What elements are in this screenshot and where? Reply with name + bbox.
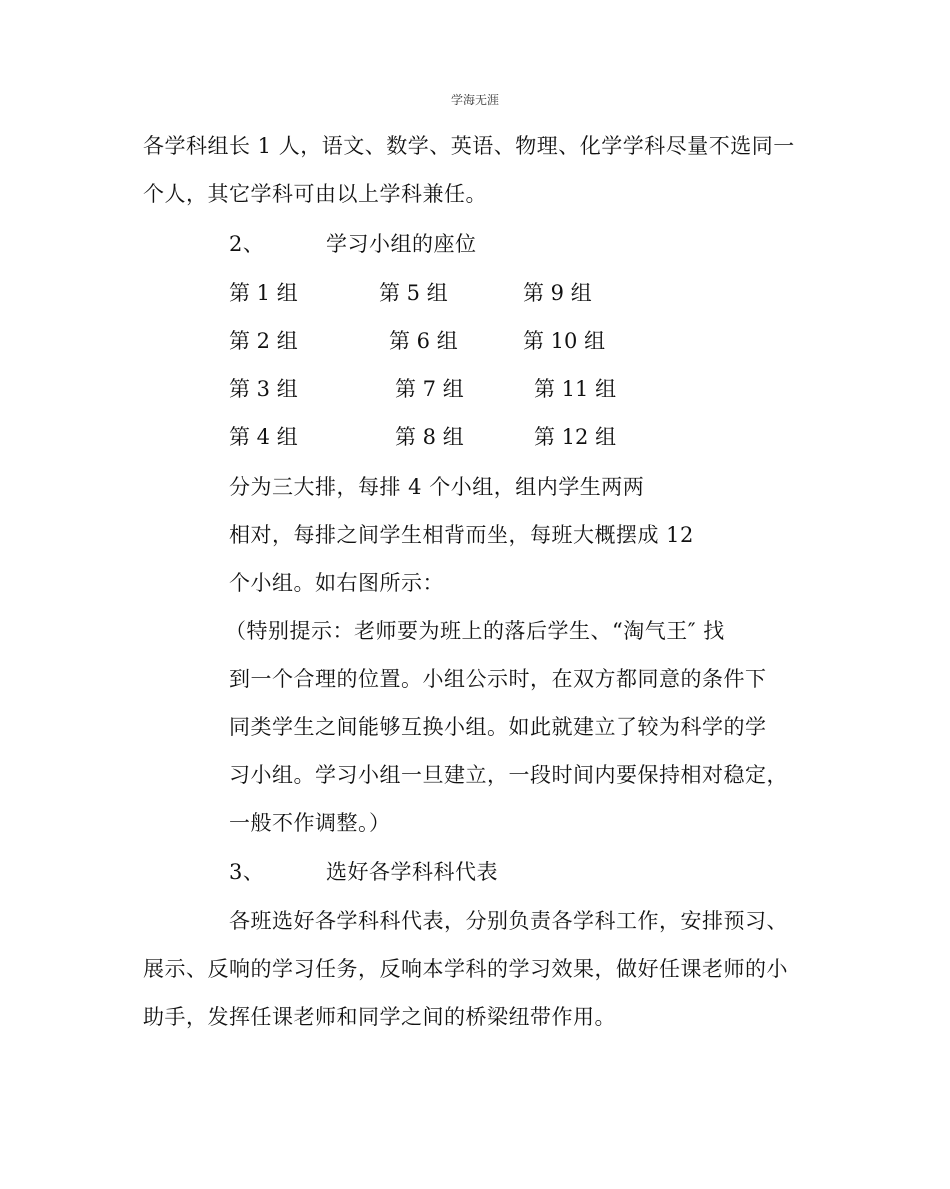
- description-line: 分为三大排，每排 4 个小组，组内学生两两: [229, 475, 645, 499]
- paragraph-line: 展示、反响的学习任务，反响本学科的学习效果，做好任课老师的小: [143, 957, 788, 981]
- seating-group: 第 3 组: [229, 377, 298, 401]
- note-line: 到一个合理的位置。小组公示时，在双方都同意的条件下: [229, 667, 767, 691]
- seating-group: 第 2 组: [229, 329, 298, 353]
- seating-group: 第 4 组: [229, 425, 298, 449]
- seating-group: 第 10 组: [523, 329, 606, 353]
- seating-group: 第 1 组: [229, 281, 298, 305]
- section-number: 2、: [229, 232, 265, 256]
- note-line: 习小组。学习小组一旦建立，一段时间内要保持相对稳定，: [229, 763, 788, 787]
- section-title: 学习小组的座位: [326, 232, 477, 256]
- paragraph-line: 个人，其它学科可由以上学科兼任。: [143, 182, 487, 206]
- description-line: 相对，每排之间学生相背而坐，每班大概摆成 12: [229, 523, 694, 547]
- note-line: 同类学生之间能够互换小组。如此就建立了较为科学的学: [229, 715, 767, 739]
- note-line: （特别提示：老师要为班上的落后学生、“淘气王″ 找: [225, 619, 725, 643]
- paragraph-line: 助手，发挥任课老师和同学之间的桥梁纽带作用。: [143, 1005, 616, 1029]
- section-title: 选好各学科科代表: [326, 860, 498, 884]
- paragraph-line: 各学科组长 1 人，语文、数学、英语、物理、化学学科尽量不选同一: [143, 134, 795, 158]
- seating-group: 第 8 组: [395, 425, 464, 449]
- page-header: 学海无涯: [450, 93, 499, 107]
- seating-group: 第 9 组: [523, 281, 592, 305]
- seating-group: 第 12 组: [534, 425, 617, 449]
- seating-group: 第 5 组: [379, 281, 448, 305]
- note-line: 一般不作调整。）: [229, 811, 391, 835]
- paragraph-line: 各班选好各学科科代表，分别负责各学科工作，安排预习、: [229, 909, 788, 933]
- description-line: 个小组。如右图所示：: [229, 571, 444, 595]
- seating-group: 第 7 组: [395, 377, 464, 401]
- seating-group: 第 11 组: [534, 377, 617, 401]
- section-number: 3、: [229, 860, 265, 884]
- seating-group: 第 6 组: [389, 329, 458, 353]
